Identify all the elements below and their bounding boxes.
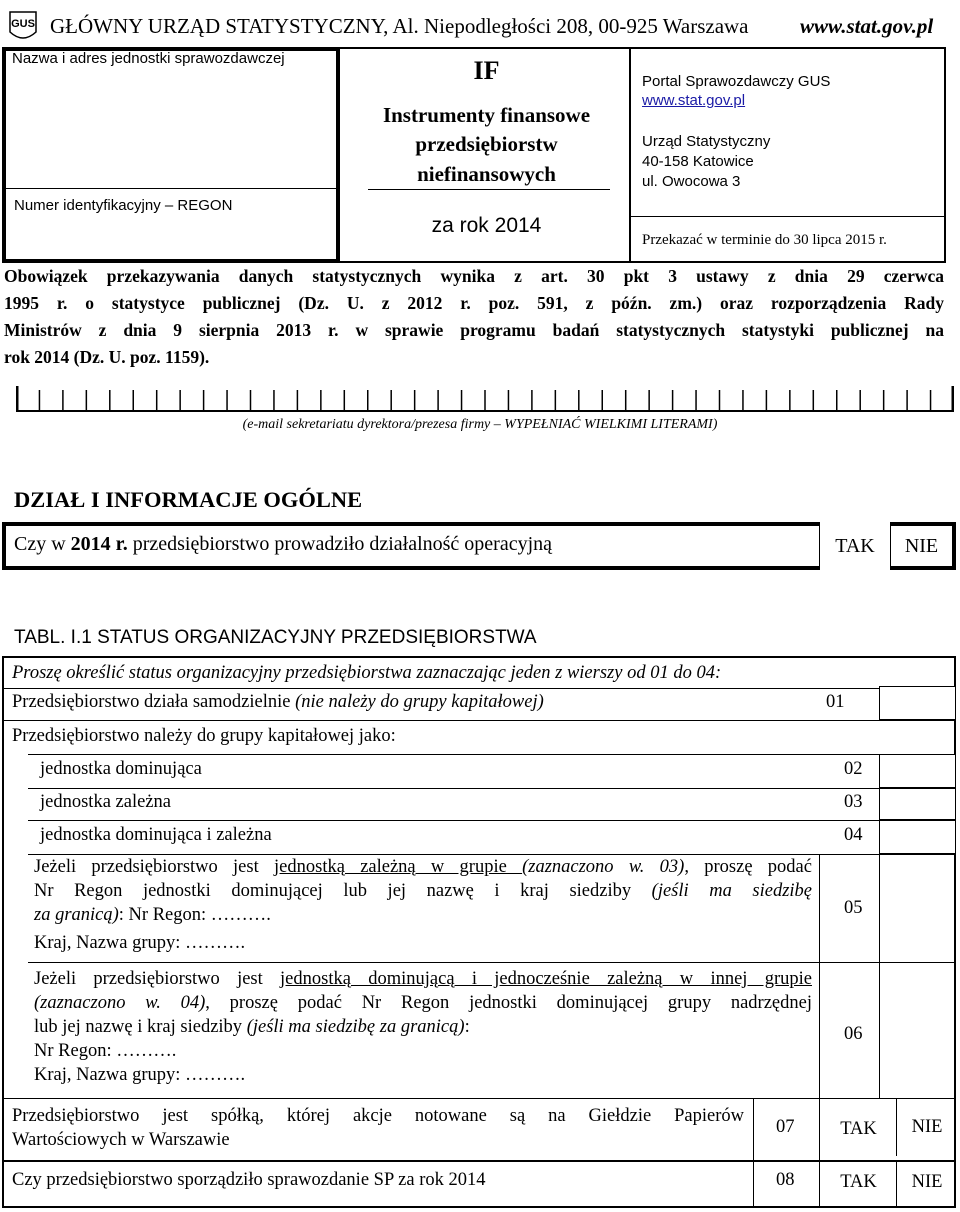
row-divider [2, 688, 956, 689]
form-title-3: niefinansowych [417, 162, 556, 186]
row-06-code: 06 [844, 1024, 863, 1044]
header-institution: GŁÓWNY URZĄD STATYSTYCZNY, [50, 14, 389, 38]
row-07-nie: NIE [911, 1117, 943, 1137]
row-divider [28, 820, 956, 821]
title-underline [368, 189, 610, 190]
header-title [50, 14, 749, 39]
row-06-line-4: Nr Regon: ………. [34, 1041, 177, 1061]
row-06-text [34, 967, 812, 1087]
legal-line-2: 1995 r. o statystyce publicznej (Dz. U. z 2012 r. poz. 591, z późn. zm.) oraz rozporządzenia Rady [4, 293, 944, 313]
row-07-line-2: Wartościowych w Warszawie [12, 1130, 230, 1150]
row-01-checkbox[interactable] [879, 686, 956, 720]
row-01-note: (nie należy do grupy kapitałowej) [295, 692, 544, 712]
row-divider [28, 754, 956, 755]
gus-logo [8, 10, 38, 42]
row-07-tak: TAK [840, 1119, 877, 1139]
email-caption: (e-mail sekretariatu dyrektora/prezesa firmy – WYPEŁNIAĆ WIELKIMI LITERAMI) [242, 417, 718, 432]
row-05-line-2: Nr Regon jednostki dominującej lub jej nazwę i kraj siedziby (jeśli ma siedzibę [34, 881, 813, 901]
office-name: Urząd Statystyczny [642, 133, 771, 150]
row-01-label [12, 692, 544, 713]
row-divider [28, 962, 956, 963]
row-divider [2, 1098, 956, 1099]
section-title: DZIAŁ I INFORMACJE OGÓLNE [14, 487, 363, 512]
code-column-divider [819, 854, 820, 962]
row-03-checkbox[interactable] [879, 788, 956, 820]
deadline-divider [629, 216, 946, 217]
office-city: 40-158 Katowice [642, 153, 754, 170]
row-05-line-3: za granicą): Nr Regon: ………. [34, 905, 271, 925]
row-01-text: Przedsiębiorstwo działa samodzielnie [12, 692, 296, 712]
code-column-divider [819, 962, 820, 1098]
row-06-line-5: Kraj, Nazwa grupy: ………. [34, 1065, 246, 1085]
logo-text: GUS [11, 18, 35, 30]
operations-question [14, 533, 552, 556]
table-intro: Proszę określić status organizacyjny przedsiębiorstwa zaznaczając jeden z wierszy od 01 do 04: [12, 663, 722, 683]
row-08-tak: TAK [840, 1172, 877, 1192]
operations-nie-cell[interactable] [891, 522, 952, 570]
form-title-1: Instrumenty finansowe [382, 103, 591, 127]
row-04-code: 04 [844, 825, 863, 845]
row-02-label: jednostka dominująca [40, 759, 202, 779]
portal-link[interactable]: www.stat.gov.pl [642, 92, 746, 109]
row-04-label: jednostka dominująca i zależna [40, 825, 272, 845]
row-08-code: 08 [776, 1170, 795, 1190]
legal-note [4, 263, 944, 371]
email-field[interactable] [16, 386, 954, 412]
operations-tak-label: TAK [835, 535, 875, 557]
header-address: Al. Niepodległości 208, 00-925 Warszawa [388, 14, 749, 38]
question-year: 2014 r. [70, 533, 128, 555]
unit-name-box[interactable] [2, 47, 340, 263]
row-05-text [34, 855, 812, 955]
row-02-checkbox[interactable] [879, 754, 956, 788]
regon-divider [2, 188, 340, 189]
form-code: IF [473, 56, 500, 85]
row-04-checkbox[interactable] [879, 820, 956, 854]
row-06-field[interactable] [879, 962, 957, 1098]
row-02-code: 02 [844, 759, 863, 779]
form-title-2: przedsiębiorstw [415, 132, 558, 156]
row-07-nie-cell[interactable] [896, 1098, 957, 1156]
legal-line-4: rok 2014 (Dz. U. poz. 1159). [4, 347, 210, 367]
report-year: za rok 2014 [431, 214, 542, 237]
row-08-tak-cell[interactable] [819, 1160, 897, 1208]
row-03-label: jednostka zależna [40, 792, 171, 812]
row-divider [2, 720, 956, 721]
question-suffix: przedsiębiorstwo prowadziło działalność operacyjną [127, 533, 553, 555]
row-07-tak-cell[interactable] [819, 1098, 897, 1160]
portal-label: Portal Sprawozdawczy GUS [642, 73, 831, 90]
row-05-line-4: Kraj, Nazwa grupy: ………. [34, 933, 246, 953]
unit-name-label: Nazwa i adres jednostki sprawozdawczej [12, 50, 285, 67]
row-08-text: Czy przedsiębiorstwo sporządziło sprawozdanie SP za rok 2014 [12, 1170, 486, 1190]
group-label: Przedsiębiorstwo należy do grupy kapitałowej jako: [12, 726, 396, 746]
row-06-line-1: Jeżeli przedsiębiorstwo jest jednostką dominującą i jednocześnie zależną w innej grupie [34, 969, 812, 989]
row-08-nie-cell[interactable] [896, 1160, 957, 1208]
row-07-code: 07 [776, 1117, 795, 1137]
question-prefix: Czy w [14, 533, 71, 555]
office-street: ul. Owocowa 3 [642, 173, 741, 190]
deadline-text: Przekazać w terminie do 30 lipca 2015 r. [642, 232, 887, 248]
row-divider [2, 1160, 956, 1162]
row-01-code: 01 [826, 692, 845, 712]
row-07-text [12, 1104, 744, 1152]
code-column-divider [753, 1098, 754, 1208]
legal-line-1: Obowiązek przekazywania danych statystycznych wynika z art. 30 pkt 3 ustawy z dnia 29 czerwca [4, 266, 944, 286]
row-05-field[interactable] [879, 854, 957, 962]
row-05-line-1: Jeżeli przedsiębiorstwo jest jednostką zależną w grupie (zaznaczono w. 03), proszę podać [34, 857, 812, 877]
row-06-line-3: lub jej nazwę i kraj siedziby (jeśli ma siedzibę za granicą): [34, 1017, 470, 1037]
table-title: TABL. I.1 STATUS ORGANIZACYJNY PRZEDSIĘBIORSTWA [14, 627, 537, 648]
row-06-line-2: (zaznaczono w. 04), proszę podać Nr Regon jednostki dominującej grupy nadrzędnej [34, 993, 812, 1013]
legal-line-3: Ministrów z dnia 9 sierpnia 2013 r. w sprawie programu badań statystycznych statystyki publicznej na [4, 320, 944, 340]
row-03-code: 03 [844, 792, 863, 812]
operations-tak-cell[interactable] [819, 522, 891, 570]
row-08-nie: NIE [911, 1172, 943, 1192]
regon-label: Numer identyfikacyjny – REGON [14, 197, 233, 214]
row-07-line-1: Przedsiębiorstwo jest spółką, której akcje notowane są na Giełdzie Papierów [12, 1106, 744, 1126]
header-url[interactable]: www.stat.gov.pl [800, 14, 934, 38]
row-05-code: 05 [844, 898, 863, 918]
row-divider [28, 788, 956, 789]
operations-nie-label: NIE [904, 535, 939, 557]
